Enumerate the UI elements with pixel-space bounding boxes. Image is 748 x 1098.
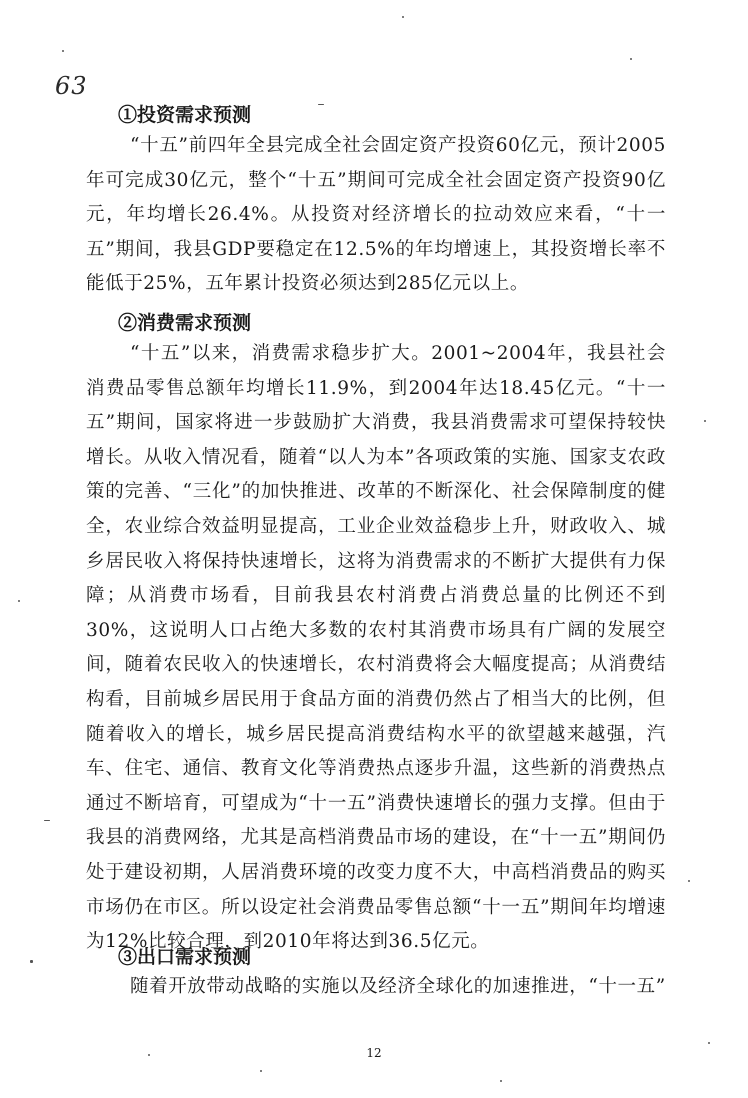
scan-speck xyxy=(500,1080,502,1082)
scan-speck xyxy=(260,1070,262,1072)
scan-speck xyxy=(318,104,324,105)
scan-speck xyxy=(402,16,404,18)
scan-speck xyxy=(704,420,706,422)
section-heading-investment: ①投资需求预测 xyxy=(118,104,252,126)
scan-speck xyxy=(44,820,50,821)
scan-speck xyxy=(630,58,632,60)
scan-speck xyxy=(148,1054,150,1056)
scan-speck xyxy=(708,1042,710,1044)
scan-speck xyxy=(18,600,20,602)
paragraph-investment: “十五”前四年全县完成全社会固定资产投资60亿元，预计2005年可完成30亿元，整个“十五”期间可完成全社会固定资产投资90亿元，年均增长26.4%。从投资对经济增长的拉动效应来看，“十一五”期间，我县GDP要稳定在12.5%的年均增速上，其投资增长率不能低于25%，五年累计投资必须达到285亿元以上。 xyxy=(86,135,666,295)
scan-speck xyxy=(688,880,690,882)
section-heading-consumption: ②消费需求预测 xyxy=(118,312,252,334)
page-number: 12 xyxy=(366,1046,382,1060)
scan-speck xyxy=(62,50,64,52)
paragraph-export: 随着开放带动战略的实施以及经济全球化的加速推进，“十一五” xyxy=(130,976,666,997)
handwritten-page-mark: 63 xyxy=(55,72,88,100)
scan-speck xyxy=(30,960,33,963)
section-heading-export: ③出口需求预测 xyxy=(118,946,252,968)
paragraph-consumption: “十五”以来，消费需求稳步扩大。2001~2004年，我县社会消费品零售总额年均增长11.9%，到2004年达18.45亿元。“十一五”期间，国家将进一步鼓励扩大消费，我县消费需求可望保持较快增长。从收入情况看，随着“以人为本”各项政策的实施、国家支农政策的完善、“三化”的加快推进、改革的不断深化、社会保障制度的健全，农业综合效益明显提高，工业企业效益稳步上升，财政收入、城乡居民收入将保持快速增长，这将为消费需求的不断扩大提供有力保障；从消费市场看，目前我县农村消费占消费总量的比例还不到30%，这说明人口占绝大多数的农村其消费市场具有广阔的发展空间，随着农民收入的快速增长，农村消费将会大幅度提高；从消费结构看，目前城乡居民用于食品方面的消费仍然占了相当大的比例，但随着收入的增长，城乡居民提高消费结构水平的欲望越来越强，汽车、住宅、通信、教育文化等消费热点逐步升温，这些新的消费热点通过不断培育，可望成为“十一五”消费快速增长的强力支撑。但由于我县的消费网络，尤其是高档消费品市场的建设，在“十一五”期间仍处于建设初期，人居消费环境的改变力度不大，中高档消费品的购买市场仍在市区。所以设定社会消费品零售总额“十一五”期间年均增速为12%比较合理，到2010年将达到36.5亿元。 xyxy=(86,343,666,953)
